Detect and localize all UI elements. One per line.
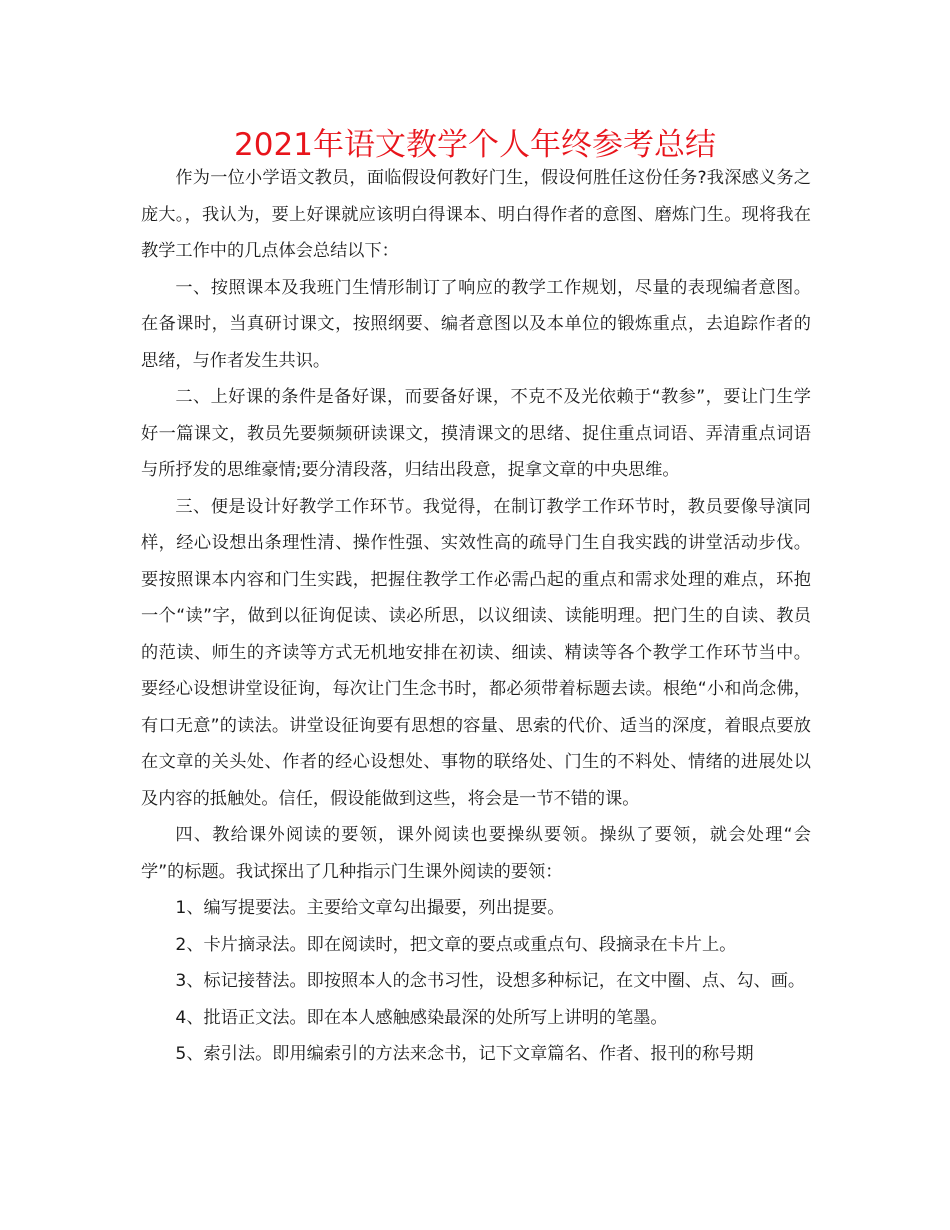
list-item-method-1: 1、编写提要法。主要给文章勾出撮要，列出提要。 xyxy=(175,898,565,918)
paragraph-point-2: 二、上好课的条件是备好课，而要备好课，不克不及光依赖于“教参”，要让门生学好一篇课文，教员先要频频研读课文，摸清课文的思绪、捉住重点词语、弄清重点词语与所抒发的思维豪情;要分清段落，归结出段意，捉拿文章的中央思维。 xyxy=(141,387,811,480)
paragraph-point-4: 四、教给课外阅读的要领，课外阅读也要操纵要领。操纵了要领，就会处理“会学”的标题。我试探出了几种指示门生课外阅读的要领： xyxy=(141,825,811,882)
document-body xyxy=(141,160,811,1073)
list-item-method-3: 3、标记接替法。即按照本人的念书习性，设想多种标记，在文中圈、点、勾、画。 xyxy=(175,971,806,991)
paragraph-intro: 作为一位小学语文教员，面临假设何教好门生，假设何胜任这份任务?我深感义务之庞大。，我认为，要上好课就应该明白得课本、明白得作者的意图、磨炼门生。现将我在教学工作中的几点体会总结以下： xyxy=(141,168,811,261)
paragraph-point-3: 三、便是设计好教学工作环节。我觉得，在制订教学工作环节时，教员要像导演同样，经心设想出条理性清、操作性强、实效性高的疏导门生自我实践的讲堂活动步伐。要按照课本内容和门生实践，把握住教学工作必需凸起的重点和需求处理的难点，环抱一个“读”字，做到以征询促读、读必所思，以议细读、读能明理。把门生的自读、教员的范读、师生的齐读等方式无机地安排在初读、细读、精读等各个教学工作环节当中。要经心设想讲堂设征询，每次让门生念书时，都必须带着标题去读。根绝“小和尚念佛，有口无意”的读法。讲堂设征询要有思想的容量、思索的代价、适当的深度，着眼点要放在文章的关头处、作者的经心设想处、事物的联络处、门生的不料处、情绪的进展处以及内容的抵触处。信任，假设能做到这些，将会是一节不错的课。 xyxy=(141,496,811,809)
list-item-method-4: 4、批语正文法。即在本人感触感染最深的处所写上讲明的笔墨。 xyxy=(175,1007,668,1028)
page-title: 2021年语文教学个人年终参考总结 xyxy=(234,127,716,163)
list-item-method-5: 5、索引法。即用编索引的方法来念书，记下文章篇名、作者、报刊的称号期 xyxy=(175,1044,754,1064)
list-item-method-2: 2、卡片摘录法。即在阅读时，把文章的要点或重点句、段摘录在卡片上。 xyxy=(175,934,737,955)
paragraph-point-1: 一、按照课本及我班门生情形制订了响应的教学工作规划，尽量的表现编者意图。在备课时，当真研讨课文，按照纲要、编者意图以及本单位的锻炼重点，去追踪作者的思绪，与作者发生共识。 xyxy=(141,277,811,371)
